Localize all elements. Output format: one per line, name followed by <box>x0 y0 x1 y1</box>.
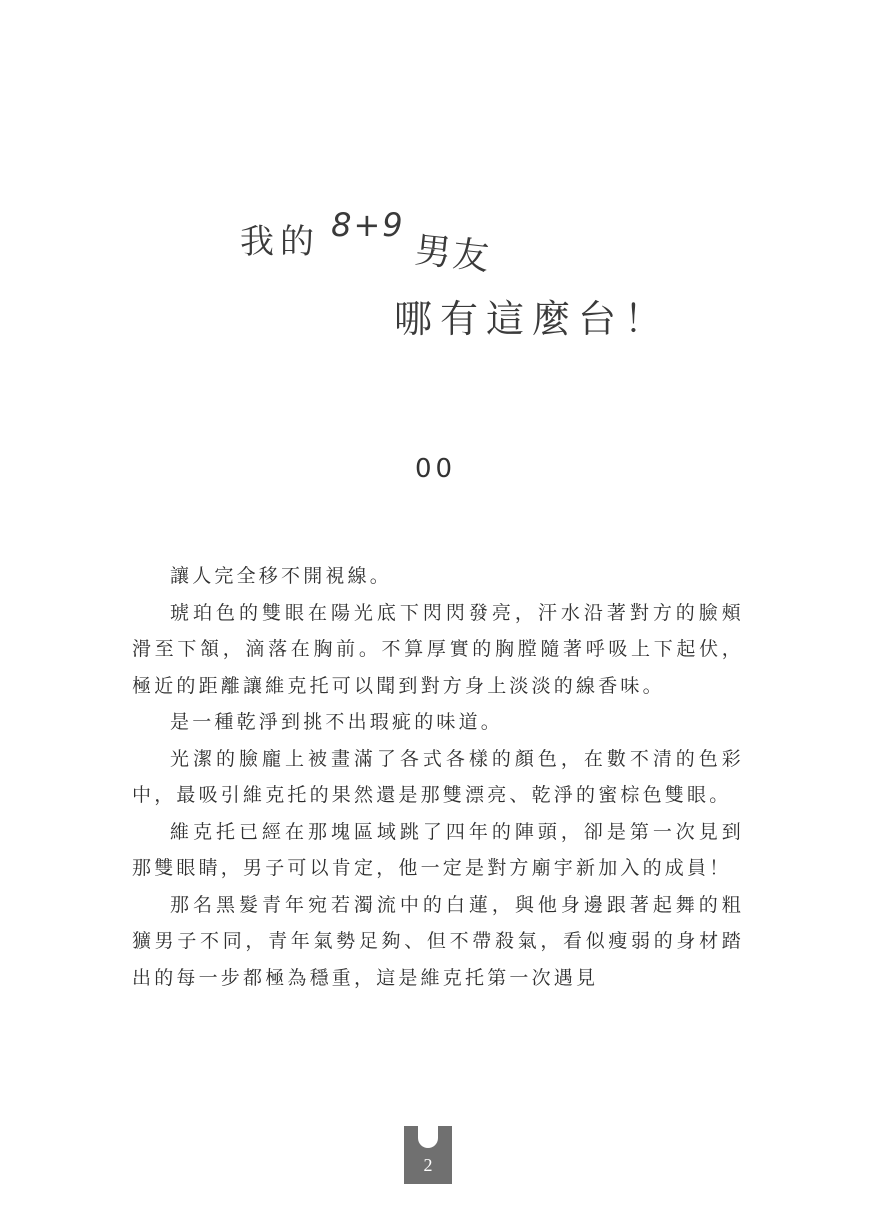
paragraph: 琥珀色的雙眼在陽光底下閃閃發亮，汗水沿著對方的臉頰滑至下頷，滴落在胸前。不算厚實的胸膛隨著呼吸上下起伏，極近的距離讓維克托可以聞到對方身上淡淡的線香味。 <box>132 601 744 697</box>
title-suffix: 男友 <box>412 229 493 279</box>
body-text <box>132 558 744 996</box>
paragraph: 那名黑髮青年宛若濁流中的白蓮，與他身邊跟著起舞的粗獷男子不同，青年氣勢足夠、但不帶殺氣，看似瘦弱的身材踏出的每一步都極為穩重，這是維克托第一次遇見 <box>132 893 744 989</box>
title-number: 8+9 <box>331 206 405 244</box>
book-title-line1 <box>240 206 494 284</box>
chapter-number: 00 <box>414 454 457 484</box>
page-number-tab <box>404 1126 452 1184</box>
tab-notch <box>418 1126 438 1148</box>
paragraph: 讓人完全移不開視線。 <box>170 565 393 587</box>
paragraph: 維克托已經在那塊區域跳了四年的陣頭，卻是第一次見到那雙眼睛，男子可以肯定，他一定是對方廟宇新加入的成員！ <box>132 820 744 879</box>
paragraph: 是一種乾淨到挑不出瑕疵的味道。 <box>170 711 504 733</box>
book-title-line2: 哪有這麼台！ <box>394 297 671 341</box>
title-prefix: 我的 <box>240 222 320 262</box>
page-number: 2 <box>423 1155 433 1175</box>
paragraph: 光潔的臉龐上被畫滿了各式各樣的顏色，在數不清的色彩中，最吸引維克托的果然還是那雙漂亮、乾淨的蜜棕色雙眼。 <box>132 747 744 806</box>
